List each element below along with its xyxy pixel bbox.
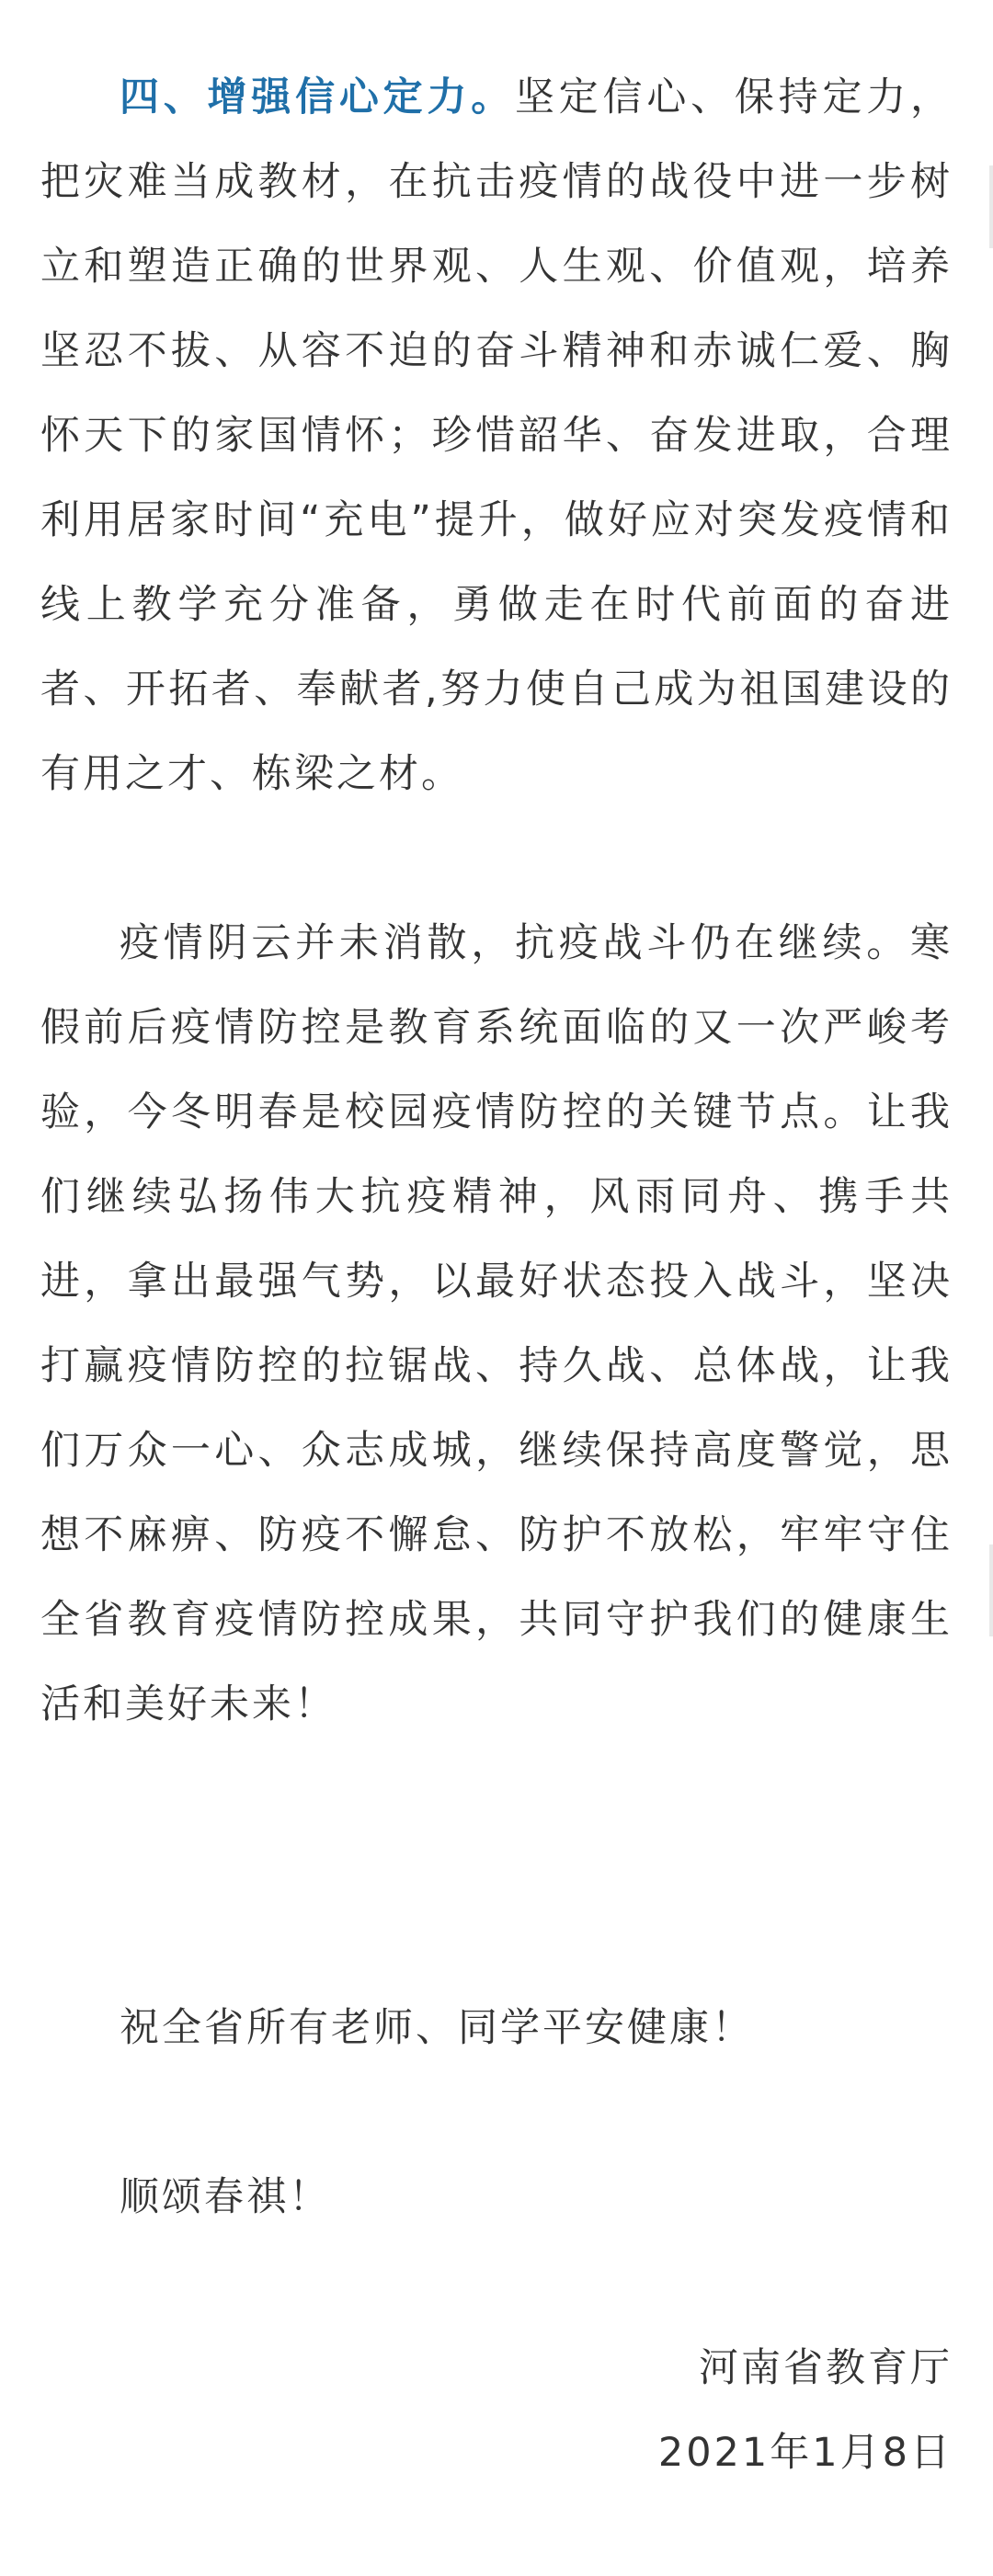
closing-greeting: 顺颂春祺！ bbox=[120, 2174, 331, 2220]
signature-org: 河南省教育厅 bbox=[699, 2345, 953, 2391]
closing-wish: 祝全省所有老师、同学平安健康！ bbox=[120, 2005, 754, 2051]
section-four-paragraph bbox=[40, 55, 953, 816]
epidemic-paragraph: 疫情阴云并未消散，抗疫战斗仍在继续。寒假前后疫情防控是教育系统面临的又一次严峻考验，今冬明春是校园疫情防控的关键节点。让我们继续弘扬伟大抗疫精神，风雨同舟、携手共进，拿出最强气势，以最好状态投入战斗，坚决打赢疫情防控的拉锯战、持久战、总体战，让我们万众一心、众志成城，继续保持高度警觉，思想不麻痹、防疫不懈怠、防护不放松，牢牢守住全省教育疫情防控成果，共同守护我们的健康生活和美好未来！ bbox=[40, 920, 953, 1727]
edge-divider-bottom bbox=[989, 1544, 993, 1636]
edge-divider-top bbox=[989, 165, 993, 248]
signature-block bbox=[658, 2326, 953, 2495]
signature-date: 2021年1月8日 bbox=[657, 2430, 953, 2476]
section-four-heading: 四、增强信心定力。 bbox=[120, 74, 515, 120]
section-four-text: 坚定信心、保持定力，把灾难当成教材，在抗击疫情的战役中进一步树立和塑造正确的世界观、人生观、价值观，培养坚忍不拔、从容不迫的奋斗精神和赤诚仁爱、胸怀天下的家国情怀；珍惜韶华、奋发进取，合理利用居家时间“充电”提升，做好应对突发疫情和线上教学充分准备，勇做走在时代前面的奋进者、开拓者、奉献者,努力使自己成为祖国建设的有用之才、栋梁之材。 bbox=[40, 74, 953, 797]
closing-block bbox=[40, 1986, 953, 2240]
article-body bbox=[40, 55, 953, 1747]
